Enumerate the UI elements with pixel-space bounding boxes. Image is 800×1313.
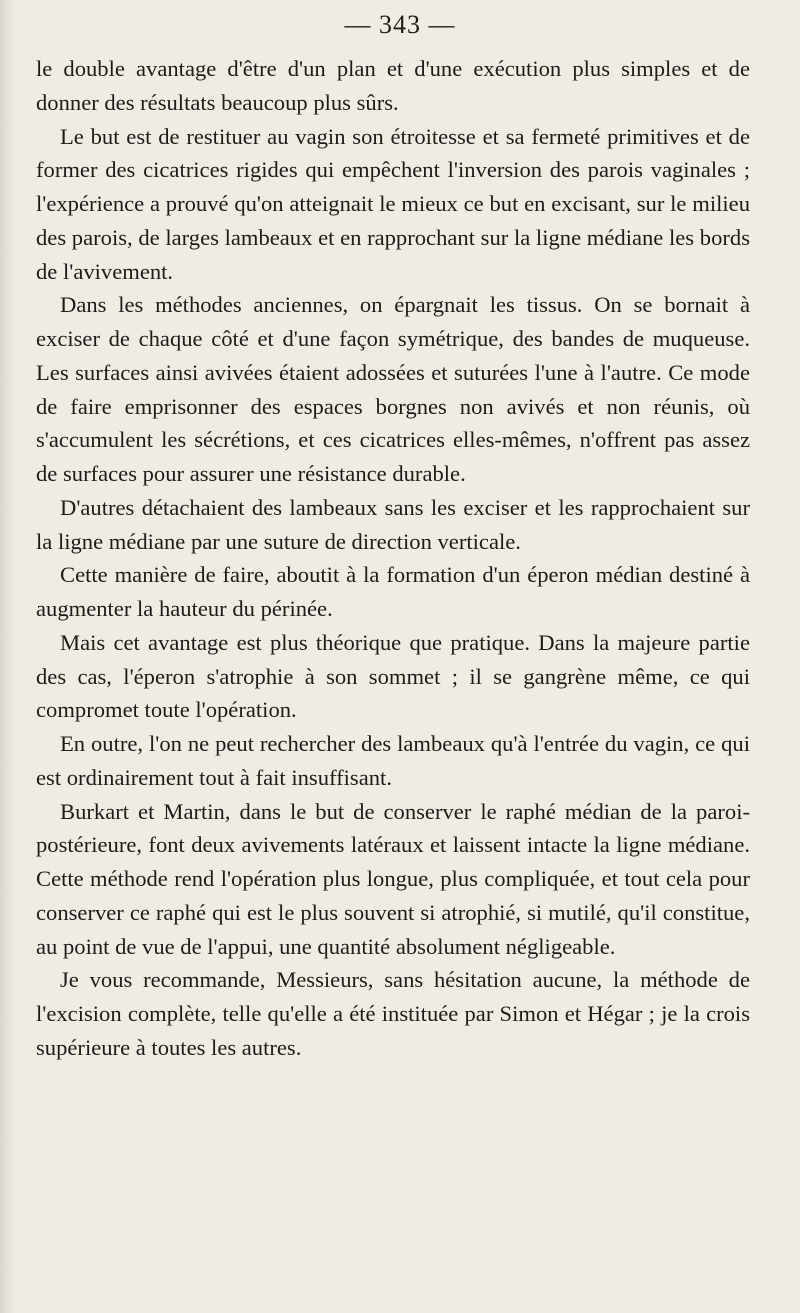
- body-text: [36, 52, 750, 1065]
- page-edge-shadow: [0, 0, 14, 1313]
- paragraph-7: En outre, l'on ne peut rechercher des lambeaux qu'à l'entrée du vagin, ce qui est ordinairement tout à fait insuffisant.: [36, 731, 750, 790]
- paragraph-6: Mais cet avantage est plus théorique que pratique. Dans la majeure partie des cas, l'éperon s'atrophie à son sommet ; il se gangrène même, ce qui compromet toute l'opération.: [36, 629, 750, 723]
- paragraph-4: D'autres détachaient des lambeaux sans les exciser et les rapprochaient sur la ligne médiane par une suture de direction verticale.: [36, 494, 750, 554]
- paragraph-2: Le but est de restituer au vagin son étroitesse et sa fermeté primitives et de former des cicatrices rigides qui empêchent l'inversion des parois vaginales ; l'expérience a prouvé qu'on atteignait le mieux ce but en excisant, sur le milieu des parois, de larges lambeaux et en rapprochant sur la ligne médiane les bords de l'avivement.: [36, 123, 750, 284]
- paragraph-1: le double avantage d'être d'un plan et d'une exécution plus simples et de donner des résultats beaucoup plus sûrs.: [36, 56, 750, 115]
- paragraph-9: Je vous recommande, Messieurs, sans hésitation aucune, la méthode de l'excision complète, telle qu'elle a été instituée par Simon et Hégar ; je la crois supérieure à toutes les autres.: [36, 967, 750, 1060]
- paragraph-5: Cette manière de faire, aboutit à la formation d'un éperon médian destiné à augmenter la hauteur du périnée.: [36, 562, 750, 621]
- page-number: — 343 —: [344, 10, 456, 39]
- paragraph-8: Burkart et Martin, dans le but de conserver le raphé médian de la paroi-postérieure, font deux avivements latéraux et laissent intacte la ligne médiane. Cette méthode rend l'opération plus longue, plus compliquée, et tout cela pour conserver ce raphé qui est le plus souvent si atrophié, si mutilé, qu'il constitue, au point de vue de l'appui, une quantité absolument négligeable.: [36, 798, 750, 959]
- paragraph-3: Dans les méthodes anciennes, on épargnait les tissus. On se bornait à exciser de chaque côté et d'une façon symétrique, des bandes de muqueuse. Les surfaces ainsi avivées étaient adossées et suturées l'une à l'autre. Ce mode de faire emprisonner des espaces borgnes non avivés et non réunis, où s'accumulent les sécrétions, et ces cicatrices elles-mêmes, n'offrent pas assez de surfaces pour assurer une résistance durable.: [36, 292, 750, 486]
